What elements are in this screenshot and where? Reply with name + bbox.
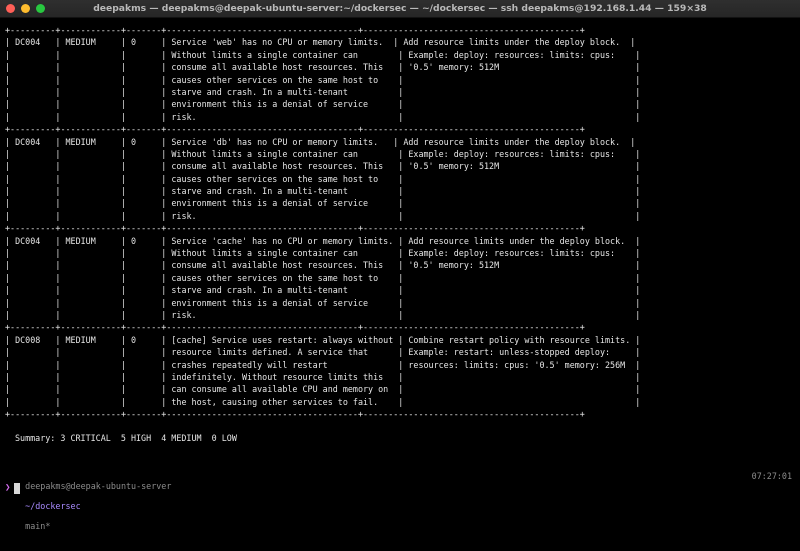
terminal-line: | | | | consume all available host resources. This | '0.5' memory: 512M | — [5, 161, 641, 172]
prompt-userhost: deepakms@deepak-ubuntu-server — [25, 481, 172, 491]
prompt-path: ~/dockersec — [25, 501, 81, 511]
terminal-line: | | | | starve and crash. In a multi-tenant | | — [5, 86, 641, 97]
terminal-line: | | | | can consume all available CPU and memory on | | — [5, 384, 641, 395]
shell-prompt — [5, 471, 792, 551]
terminal-line: | | | | indefinitely. Without resource limits this | | — [5, 371, 641, 382]
terminal-line: | | | | Without limits a single container can | Example: deploy: resources: limits: cpus: | — [5, 148, 641, 159]
terminal-line: | | | | crashes repeatedly will restart | resources: limits: cpus: '0.5' memory: 256M | — [5, 359, 641, 370]
window-title: deepakms — deepakms@deepak-ubuntu-server:~/dockersec — ~/dockersec — ssh deepakms@192.168.1.44 — 159×38 — [93, 3, 707, 14]
terminal-output — [5, 24, 640, 421]
command-input-line[interactable] — [5, 482, 20, 494]
terminal-line: | | | | environment this is a denial of service | | — [5, 198, 641, 209]
terminal-line: | | | | the host, causing other services to fail. | | — [5, 396, 641, 407]
terminal-line: | DC008 | MEDIUM | 0 | [cache] Service uses restart: always without | Combine restart policy with resource limits. | — [5, 334, 641, 345]
terminal-line: +---------+------------+-------+--------------------------------------+-------------------------------------------+ — [5, 124, 585, 135]
terminal-line: +---------+------------+-------+--------------------------------------+-------------------------------------------+ — [5, 223, 585, 234]
terminal-line: | | | | Without limits a single container can | Example: deploy: resources: limits: cpus: | — [5, 49, 641, 60]
terminal-line: | | | | Without limits a single container can | Example: deploy: resources: limits: cpus: | — [5, 248, 641, 259]
terminal-line: +---------+------------+-------+--------------------------------------+-------------------------------------------+ — [5, 322, 585, 333]
terminal-line: | | | | causes other services on the same host to | | — [5, 74, 641, 85]
terminal-line: | | | | risk. | | — [5, 309, 641, 320]
terminal-line: | | | | causes other services on the same host to | | — [5, 173, 641, 184]
text-cursor — [14, 483, 20, 494]
terminal-line: +---------+------------+-------+--------------------------------------+-------------------------------------------+ — [5, 25, 585, 35]
terminal-line: | | | | environment this is a denial of service | | — [5, 99, 641, 110]
terminal-line: | DC004 | MEDIUM | 0 | Service 'cache' has no CPU or memory limits. | Add resource limits under the deploy block. | — [5, 235, 641, 246]
terminal-line: +---------+------------+-------+--------------------------------------+-------------------------------------------+ — [5, 409, 585, 420]
terminal-line: | | | | causes other services on the same host to | | — [5, 272, 641, 283]
prompt-git-branch: main* — [25, 521, 51, 531]
title-bar[interactable] — [0, 0, 800, 18]
terminal-line: | | | | starve and crash. In a multi-tenant | | — [5, 285, 641, 296]
terminal-line: | | | | risk. | | — [5, 111, 641, 122]
terminal-line: | | | | risk. | | — [5, 210, 641, 221]
terminal-line: | DC004 | MEDIUM | 0 | Service 'web' has no CPU or memory limits. | Add resource limits under the deploy block. | — [5, 37, 636, 48]
terminal-line: | | | | consume all available host resources. This | '0.5' memory: 512M | — [5, 260, 641, 271]
prompt-time: 07:27:01 — [751, 471, 792, 481]
terminal-line: | | | | consume all available host resources. This | '0.5' memory: 512M | — [5, 62, 641, 73]
prompt-caret-icon: ❯ — [5, 483, 11, 493]
terminal-line: | | | | starve and crash. In a multi-tenant | | — [5, 186, 641, 197]
scan-summary: Summary: 3 CRITICAL 5 HIGH 4 MEDIUM 0 LOW — [15, 433, 237, 443]
terminal-line: | | | | resource limits defined. A service that | Example: restart: unless-stopped deploy: | — [5, 347, 641, 358]
terminal-line: | | | | environment this is a denial of service | | — [5, 297, 641, 308]
terminal-line: | DC004 | MEDIUM | 0 | Service 'db' has no CPU or memory limits. | Add resource limits under the deploy block. | — [5, 136, 636, 147]
